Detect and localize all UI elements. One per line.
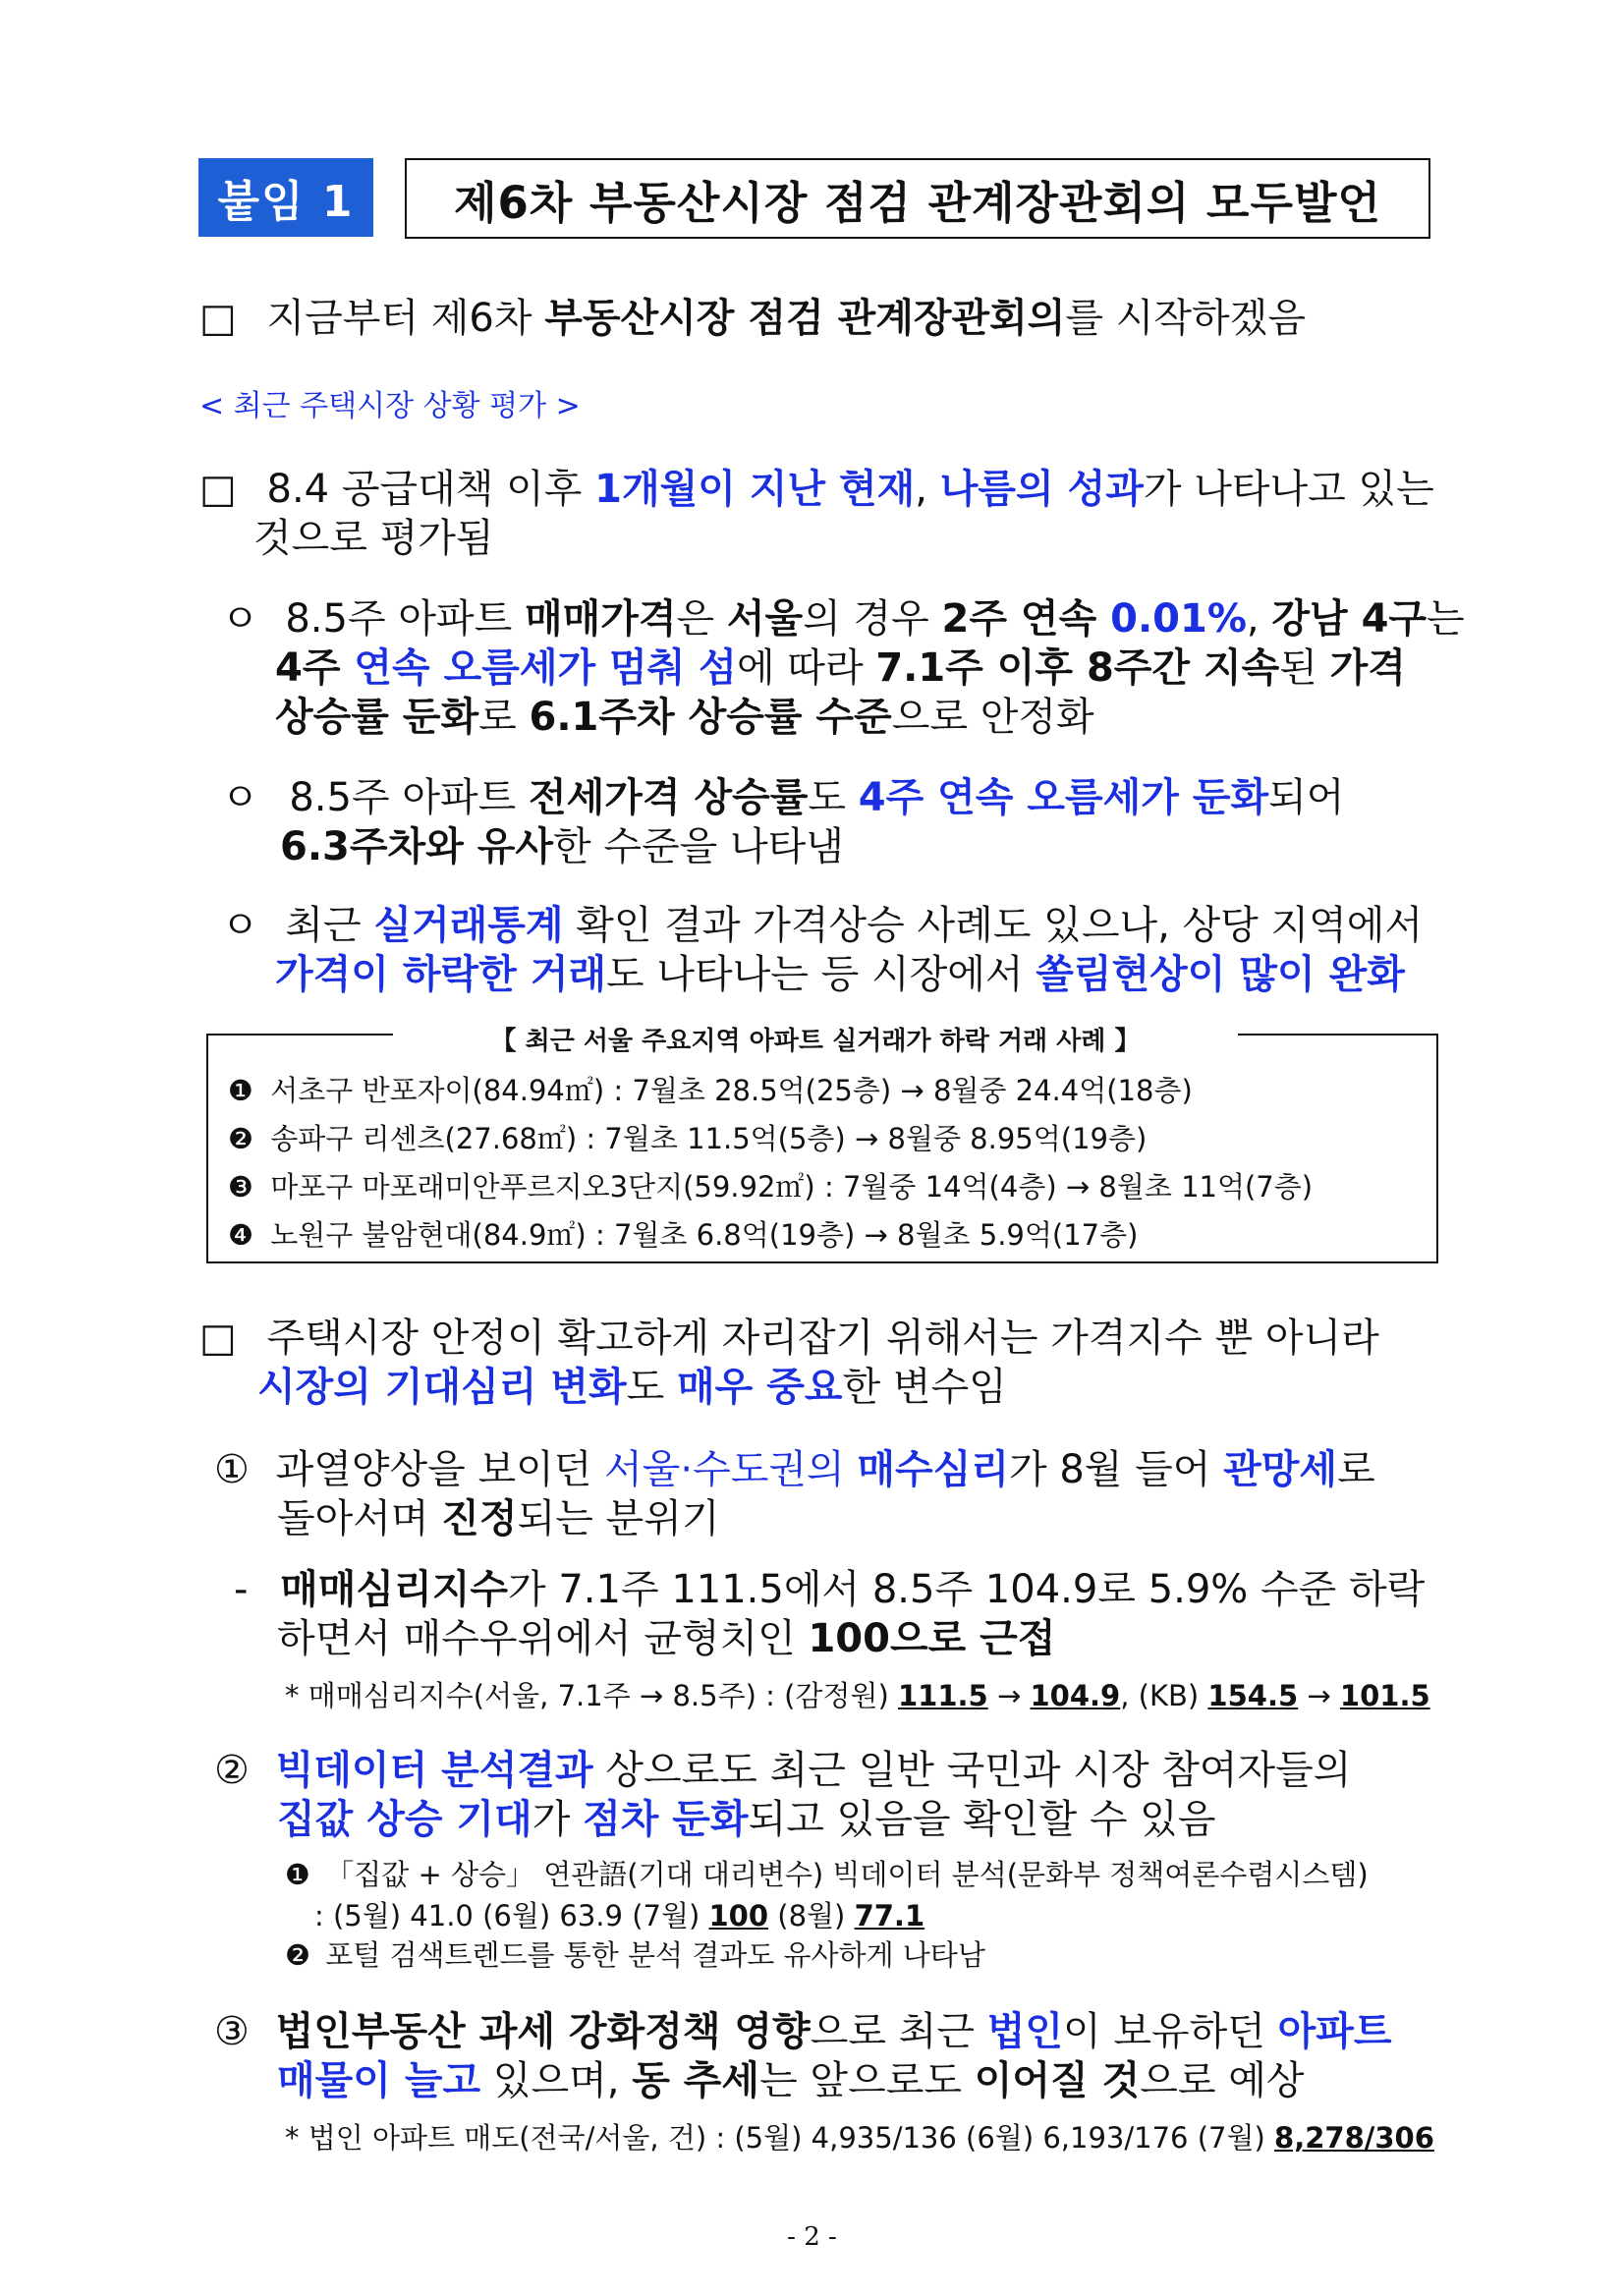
paragraph-2-line-1: □ 주택시장 안정이 확고하게 자리잡기 위해서는 가격지수 뿐 아니라 [199, 1316, 1379, 1361]
paragraph-1-line-1: □ 8.4 공급대책 이후 1개월이 지난 현재, 나름의 성과가 나타나고 있는 [199, 467, 1434, 512]
item-3-line-2: 매물이 늘고 있으며, 동 추세는 앞으로도 이어질 것으로 예상 [277, 2058, 1305, 2103]
bullet-1-line-3: 상승률 둔화로 6.1주차 상승률 수준으로 안정화 [275, 695, 1094, 740]
bullet-1-line-2: 4주 연속 오름세가 멈춰 섬에 따라 7.1주 이후 8주간 지속된 가격 [275, 645, 1406, 691]
number-3-icon: ❸ [228, 1170, 253, 1204]
footnote-3: * 법인 아파트 매도(전국/서울, 건) : (5월) 4,935/136 (6월) 6,193/176 (7월) 8,278/306 [285, 2121, 1434, 2155]
number-4-icon: ❹ [228, 1218, 253, 1252]
circle-bullet-icon: ㅇ [221, 596, 259, 642]
number-2-icon: ❷ [285, 1938, 310, 1972]
footnote-2-line-2: : (5월) 41.0 (6월) 63.9 (7월) 100 (8월) 77.1 [314, 1899, 925, 1932]
sub-item-line-1: - 매매심리지수가 7.1주 111.5에서 8.5주 104.9로 5.9% 수준 하락 [234, 1567, 1426, 1612]
example-item: ❷ 송파구 리센츠(27.68㎡) : 7월초 11.5억(5층) → 8월중 8.95억(19층) [228, 1122, 1148, 1155]
examples-title: 【 최근 서울 주요지역 아파트 실거래가 하락 거래 사례 】 [393, 1021, 1238, 1046]
square-bullet-icon: □ [199, 1316, 237, 1361]
paragraph-2-line-2: 시장의 기대심리 변화도 매우 중요한 변수임 [257, 1365, 1007, 1410]
footnote-1: * 매매심리지수(서울, 7.1주 → 8.5주) : (감정원) 111.5 → 104.9, (KB) 154.5 → 101.5 [285, 1679, 1430, 1712]
circle-bullet-icon: ㅇ [221, 775, 259, 820]
bullet-2-line-1: ㅇ 8.5주 아파트 전세가격 상승률도 4주 연속 오름세가 둔화되어 [221, 775, 1345, 820]
example-item: ❸ 마포구 마포래미안푸르지오3단지(59.92㎡) : 7월중 14억(4층) → 8월초 11억(7층) [228, 1170, 1314, 1204]
example-item: ❶ 서초구 반포자이(84.94㎡) : 7월초 28.5억(25층) → 8월중 24.4억(18층) [228, 1074, 1193, 1107]
circled-3-icon: ③ [214, 2009, 250, 2054]
paragraph-1-line-2: 것으로 평가됨 [253, 516, 494, 561]
item-3-line-1: ③ 법인부동산 과세 강화정책 영향으로 최근 법인이 보유하던 아파트 [214, 2009, 1392, 2054]
example-item: ❹ 노원구 불암현대(84.9㎡) : 7월초 6.8억(19층) → 8월초 5.9억(17층) [228, 1218, 1139, 1252]
item-2-line-2: 집값 상승 기대가 점차 둔화되고 있음을 확인할 수 있음 [277, 1797, 1216, 1842]
circle-bullet-icon: ㅇ [221, 903, 259, 948]
square-bullet-icon: □ [199, 296, 237, 341]
number-1-icon: ❶ [228, 1074, 253, 1107]
item-2-line-1: ② 빅데이터 분석결과 상으로도 최근 일반 국민과 시장 참여자들의 [214, 1748, 1352, 1793]
bullet-3-line-2: 가격이 하락한 거래도 나타나는 등 시장에서 쏠림현상이 많이 완화 [275, 952, 1405, 997]
page-title: 제6차 부동산시장 점검 관계장관회의 모두발언 [405, 158, 1430, 239]
section-label: < 최근 주택시장 상황 평가 > [199, 389, 581, 423]
intro-paragraph: □ 지금부터 제6차 부동산시장 점검 관계장관회의를 시작하겠음 [199, 296, 1306, 341]
page-number: - 2 - [787, 2222, 837, 2252]
bullet-3-line-1: ㅇ 최근 실거래통계 확인 결과 가격상승 사례도 있으나, 상당 지역에서 [221, 903, 1424, 948]
bullet-1-line-1: ㅇ 8.5주 아파트 매매가격은 서울의 경우 2주 연속 0.01%, 강남 4구는 [221, 596, 1465, 642]
sub-item-line-2: 하면서 매수우위에서 균형치인 100으로 근접 [277, 1616, 1056, 1661]
circled-2-icon: ② [214, 1748, 250, 1793]
circled-1-icon: ① [214, 1447, 250, 1492]
footnote-2-line-1: ❶ 「집값 + 상승」 연관語(기대 대리변수) 빅데이터 분석(문화부 정책여론수렴시스템) [285, 1858, 1369, 1891]
item-1-line-1: ① 과열양상을 보이던 서울·수도권의 매수심리가 8월 들어 관망세로 [214, 1447, 1375, 1492]
item-1-line-2: 돌아서며 진정되는 분위기 [277, 1496, 720, 1541]
number-2-icon: ❷ [228, 1122, 253, 1155]
dash-bullet-icon: - [234, 1567, 249, 1612]
footnote-2-line-3: ❷ 포털 검색트렌드를 통한 분석 결과도 유사하게 나타남 [285, 1938, 985, 1972]
bullet-2-line-2: 6.3주차와 유사한 수준을 나타냄 [280, 824, 844, 869]
attachment-badge: 붙임 1 [198, 158, 373, 237]
number-1-icon: ❶ [285, 1858, 310, 1891]
square-bullet-icon: □ [199, 467, 237, 512]
